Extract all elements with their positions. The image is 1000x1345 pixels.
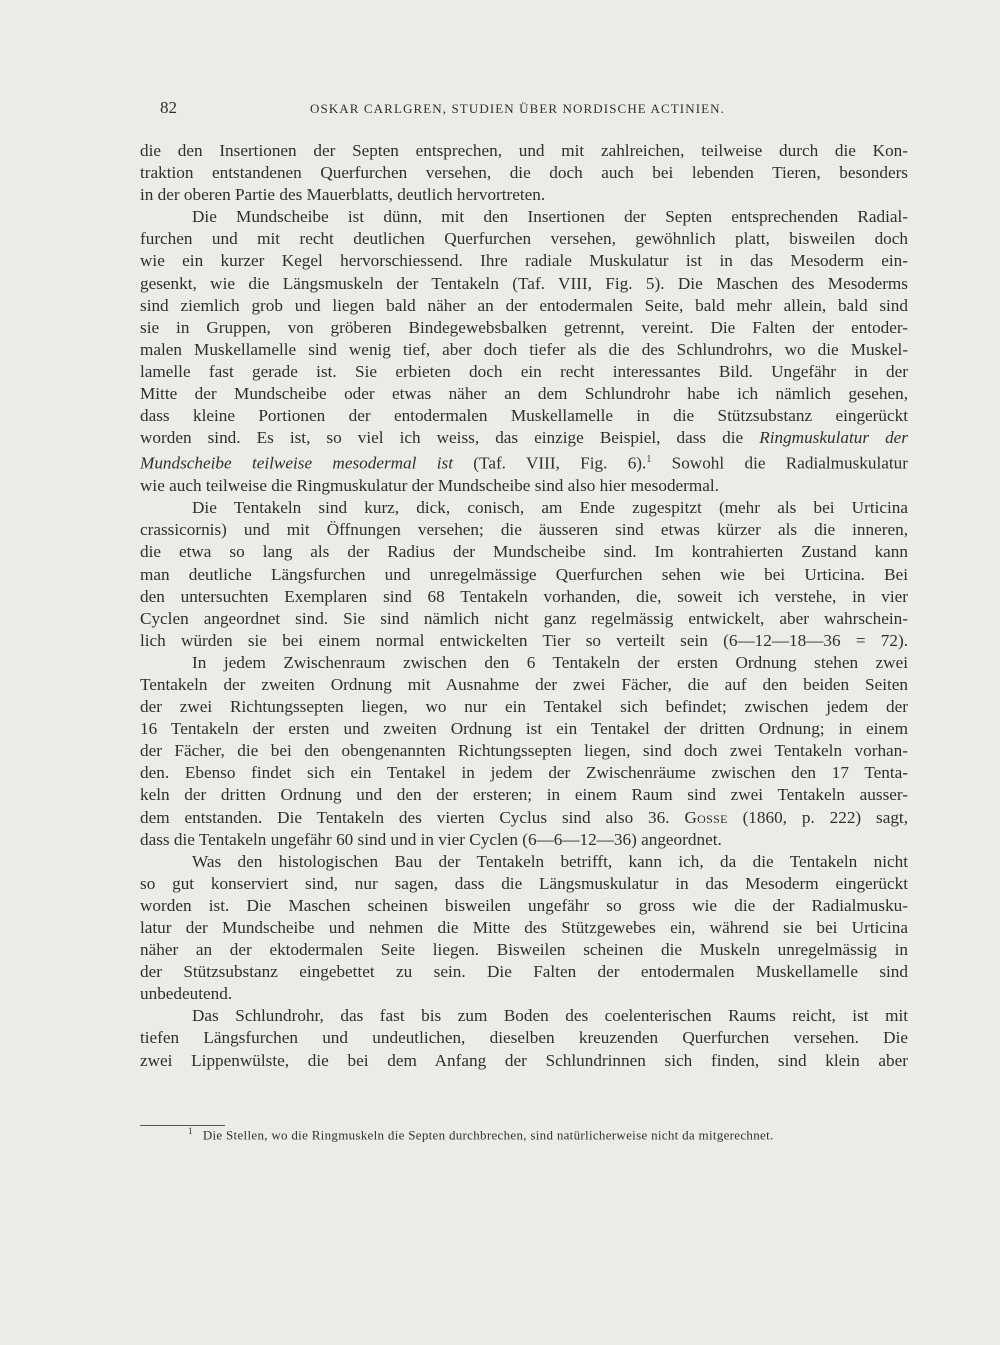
text-line: sie in Gruppen, von gröberen Bindegewebsbalken getrennt, vereint. Die Falten der entoder- xyxy=(140,317,908,337)
paragraph-continuation xyxy=(140,140,908,206)
text-line: sind ziemlich grob und liegen bald näher an der entodermalen Seite, bald mehr allein, bald sind xyxy=(140,295,908,315)
text-line xyxy=(140,427,908,449)
italic-text: Ringmuskulatur der xyxy=(759,428,908,448)
text-line: unbedeutend. xyxy=(140,984,233,1004)
text-line xyxy=(140,807,908,829)
text-line: Cyclen angeordnet sind. Sie sind nämlich nicht ganz regelmässig entwickelt, aber wahrschein- xyxy=(140,608,908,628)
paragraph-tentakeln xyxy=(140,497,908,652)
text-line: die den Insertionen der Septen entsprechen, und mit zahlreichen, teilweise durch die Kon- xyxy=(140,141,908,160)
text-line: Tentakeln der zweiten Ordnung mit Ausnahme der zwei Fächer, die auf den beiden Seiten xyxy=(140,674,908,694)
text-line: latur der Mundscheibe und nehmen die Mitte des Stützgewebes ein, während sie bei Urticina xyxy=(140,918,908,938)
text-run: (1860, p. 222) sagt, xyxy=(727,807,909,827)
text-run: worden sind. Es ist, so viel ich weiss, das einzige Beispiel, dass die xyxy=(140,428,760,448)
text-line: näher an der ektodermalen Seite liegen. Bisweilen scheinen die Muskeln unregelmässig in xyxy=(140,940,908,960)
text-line: dass die Tentakeln ungefähr 60 sind und in vier Cyclen (6—6—12—36) angeordnet. xyxy=(140,829,722,849)
text-line: furchen und mit recht deutlichen Querfurchen versehen, gewöhnlich platt, bisweilen doch xyxy=(140,229,908,249)
text-line: traktion entstandenen Querfurchen versehen, die doch auch bei lebenden Tieren, besonders xyxy=(140,163,908,183)
text-line: lamelle fast gerade ist. Sie erbieten doch ein recht interessantes Bild. Ungefähr in der xyxy=(140,361,908,381)
text-line: Das Schlundrohr, das fast bis zum Boden des coelenterischen Raums reicht, ist mit xyxy=(192,1006,908,1026)
text-line: in der oberen Partie des Mauerblatts, deutlich hervortreten. xyxy=(140,185,546,205)
text-line: gesenkt, wie die Längsmuskeln der Tentakeln (Taf. VIII, Fig. 5). Die Maschen des Mesoderms xyxy=(140,273,908,293)
paragraph-zwischenraum xyxy=(140,652,908,851)
text-line: dass kleine Portionen der entodermalen Muskellamelle in die Stützsubstanz eingerückt xyxy=(140,406,908,426)
text-line: der Stützsubstanz eingebettet zu sein. Die Falten der entodermalen Muskellamelle sind xyxy=(140,962,908,982)
text-line: worden ist. Die Maschen scheinen bisweilen ungefähr so gross wie die der Radialmusku- xyxy=(140,895,908,915)
page-number: 82 xyxy=(160,98,177,117)
text-line: crassicornis) und mit Öffnungen versehen; die äusseren sind etwas kürzer als die inneren, xyxy=(140,520,908,540)
text-line: der zwei Richtungssepten liegen, wo nur ein Tentakel sich befindet; zwischen jedem der xyxy=(140,697,908,717)
text-line: wie ein kurzer Kegel hervorschiessend. Ihre radiale Muskulatur ist in das Mesoderm ein- xyxy=(140,251,908,271)
text-line: 16 Tentakeln der ersten und zweiten Ordnung ist ein Tentakel der dritten Ordnung; in einem xyxy=(140,719,908,739)
footnote xyxy=(188,1126,918,1143)
text-line: den. Ebenso findet sich ein Tentakel in jedem der Zwischenräume zwischen den 17 Tenta- xyxy=(140,763,908,783)
text-line: Was den histologischen Bau der Tentakeln betrifft, kann ich, da die Tentakeln nicht xyxy=(192,851,908,871)
text-line: den untersuchten Exemplaren sind 68 Tentakeln vorhanden, die, soweit ich verstehe, in vier xyxy=(140,586,908,606)
text-line xyxy=(140,449,908,475)
footnote-marker: 1 xyxy=(188,1126,193,1136)
paragraph-mundscheibe xyxy=(140,206,908,497)
text-line: zwei Lippenwülste, die bei dem Anfang der Schlundrinnen sich finden, sind klein aber xyxy=(140,1050,908,1070)
text-line: die etwa so lang als der Radius der Mundscheibe sind. Im kontrahierten Zustand kann xyxy=(140,542,908,562)
text-line: so gut konserviert sind, nur sagen, dass die Längsmuskulatur in das Mesoderm eingerückt xyxy=(140,873,908,893)
text-line: Die Tentakeln sind kurz, dick, conisch, am Ende zugespitzt (mehr als bei Urticina xyxy=(192,498,908,518)
paragraph-schlundrohr xyxy=(140,1005,908,1071)
text-line: keln der dritten Ordnung und den der ersteren; in einem Raum sind zwei Tentakeln ausser- xyxy=(140,785,908,805)
text-line: Mitte der Mundscheibe oder etwas näher an dem Schlundrohr habe ich nämlich gesehen, xyxy=(140,384,908,404)
text-run: Sowohl die Radialmuskulatur xyxy=(651,454,908,474)
text-line: Die Mundscheibe ist dünn, mit den Insertionen der Septen entsprechenden Radial- xyxy=(192,207,908,227)
paragraph-histologie xyxy=(140,851,908,1006)
text-line: der Fächer, die bei den obengenannten Richtungssepten liegen, sind doch zwei Tentakeln vorhan- xyxy=(140,741,908,761)
text-line: In jedem Zwischenraum zwischen den 6 Tentakeln der ersten Ordnung stehen zwei xyxy=(192,652,908,672)
text-run: dem entstanden. Die Tentakeln des vierten Cyclus sind also 36. xyxy=(140,807,685,827)
footnote-text: Die Stellen, wo die Ringmuskeln die Septen durchbrechen, sind natürlicherweise nicht da mitgerechnet. xyxy=(202,1127,774,1143)
footnote-reference[interactable]: 1 xyxy=(646,454,652,466)
author-citation: Gosse xyxy=(684,807,728,827)
text-run: (Taf. VIII, Fig. 6). xyxy=(452,454,647,474)
running-title: OSKAR CARLGREN, STUDIEN ÜBER NORDISCHE ACTINIEN. xyxy=(310,101,726,116)
text-line: lich würden sie bei einem normal entwickelten Tier so verteilt sein (6—12—18—36 = 72). xyxy=(140,630,908,650)
text-line: man deutliche Längsfurchen und unregelmässige Querfurchen sehen wie bei Urticina. Bei xyxy=(140,564,908,584)
italic-text: Mundscheibe teilweise mesodermal ist xyxy=(140,454,453,474)
body-text xyxy=(140,140,908,1072)
text-line: tiefen Längsfurchen und undeutlichen, dieselben kreuzenden Querfurchen versehen. Die xyxy=(140,1028,908,1048)
text-line: wie auch teilweise die Ringmuskulatur der Mundscheibe sind also hier mesodermal. xyxy=(140,476,719,496)
text-line: malen Muskellamelle sind wenig tief, aber doch tiefer als die des Schlundrohrs, wo die Muskel- xyxy=(140,339,908,359)
